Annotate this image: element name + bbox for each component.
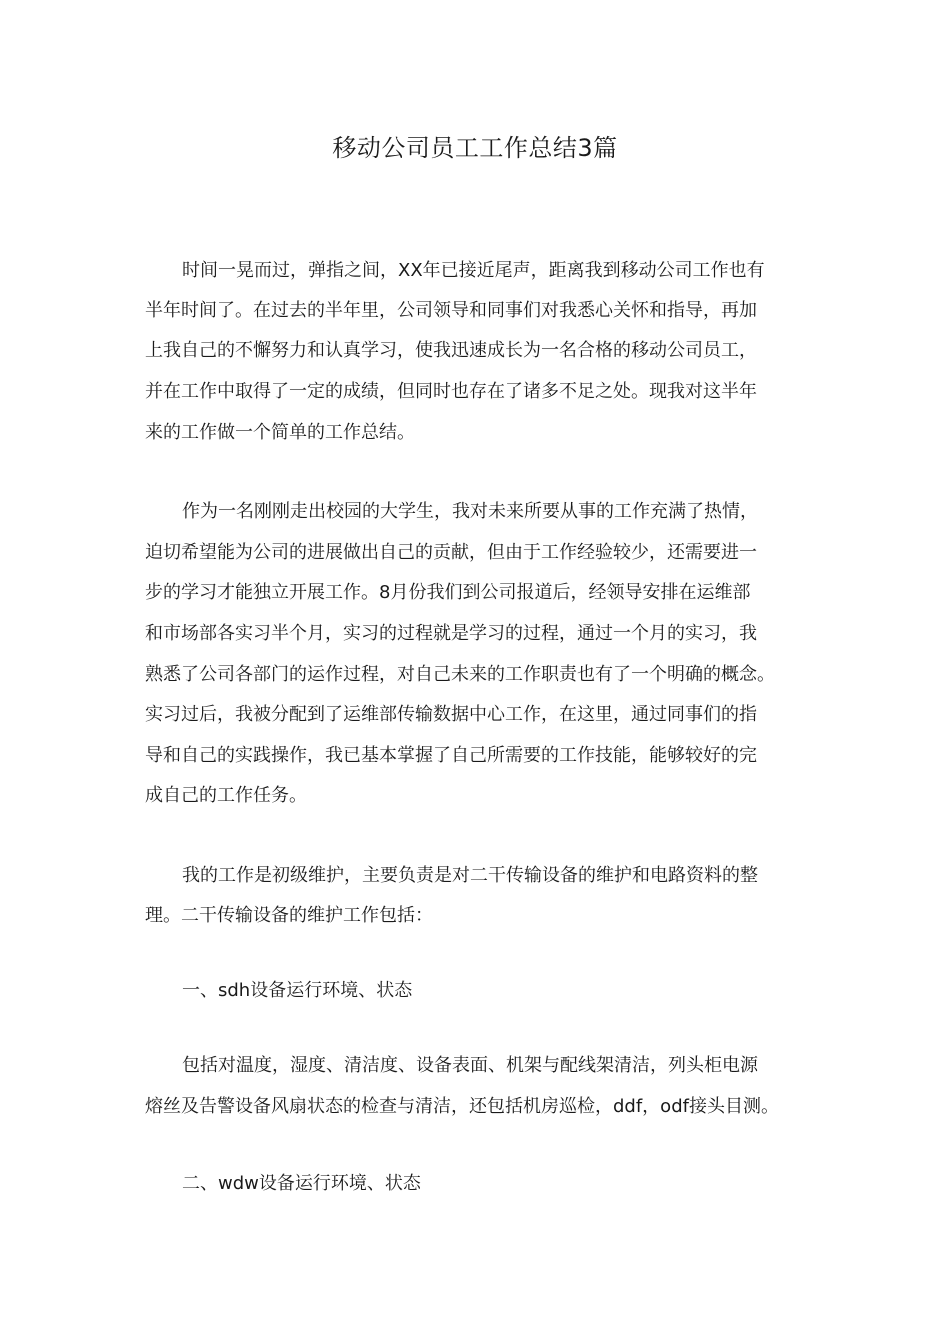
paragraph-1-line-3: 上我自己的不懈努力和认真学习，使我迅速成长为一名合格的移动公司员工， [145,340,757,361]
paragraph-2-line-5: 熟悉了公司各部门的运作过程，对自己未来的工作职责也有了一个明确的概念。 [145,664,775,685]
paragraph-2-line-3: 步的学习才能独立开展工作。8月份我们到公司报道后，经领导安排在运维部 [145,582,751,603]
paragraph-2-line-1: 作为一名刚刚走出校园的大学生，我对未来所要从事的工作充满了热情， [182,501,758,522]
section-heading-sdh: 一、sdh设备运行环境、状态 [182,980,413,1001]
paragraph-1-line-2: 半年时间了。在过去的半年里，公司领导和同事们对我悉心关怀和指导，再加 [145,300,757,321]
paragraph-2-line-4: 和市场部各实习半个月，实习的过程就是学习的过程，通过一个月的实习，我 [145,623,757,644]
paragraph-2-line-8: 成自己的工作任务。 [145,785,307,806]
paragraph-3-line-2: 理。二干传输设备的维护工作包括： [145,905,433,926]
paragraph-4-line-2: 熔丝及告警设备风扇状态的检查与清洁，还包括机房巡检，ddf，odf接头目测。 [145,1096,779,1117]
paragraph-2-line-6: 实习过后，我被分配到了运维部传输数据中心工作，在这里，通过同事们的指 [145,704,757,725]
paragraph-3-line-1: 我的工作是初级维护，主要负责是对二干传输设备的维护和电路资料的整 [182,865,758,886]
document-title: 移动公司员工工作总结3篇 [332,134,618,162]
paragraph-4-line-1: 包括对温度，湿度、清洁度、设备表面、机架与配线架清洁，列头柜电源 [182,1055,758,1076]
paragraph-2-line-2: 迫切希望能为公司的进展做出自己的贡献，但由于工作经验较少，还需要进一 [145,542,757,563]
paragraph-2-line-7: 导和自己的实践操作，我已基本掌握了自己所需要的工作技能，能够较好的完 [145,745,757,766]
paragraph-1-line-5: 来的工作做一个简单的工作总结。 [145,422,415,443]
paragraph-1-line-4: 并在工作中取得了一定的成绩，但同时也存在了诸多不足之处。现我对这半年 [145,381,757,402]
section-heading-wdw: 二、wdw设备运行环境、状态 [182,1173,421,1194]
paragraph-1-line-1: 时间一晃而过，弹指之间，XX年已接近尾声，距离我到移动公司工作也有 [182,260,765,281]
